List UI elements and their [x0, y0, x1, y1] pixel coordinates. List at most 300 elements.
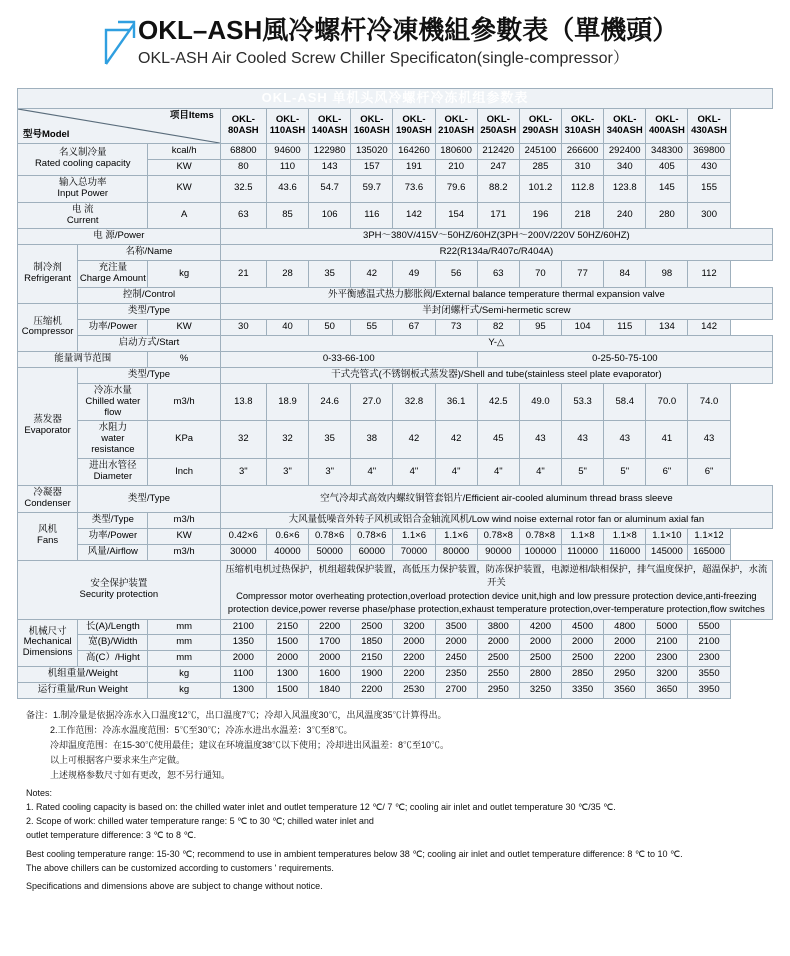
- cell: 101.2: [519, 175, 561, 202]
- cell: 43: [604, 421, 646, 459]
- cell: 1300: [266, 667, 308, 683]
- label-refrigerant-control: 控制/Control: [78, 288, 221, 304]
- cell: 79.6: [435, 175, 477, 202]
- cell: 90000: [477, 544, 519, 560]
- row-chilled-water-flow: [18, 383, 773, 421]
- cell: 2200: [393, 667, 435, 683]
- value-refrigerant-control: 外平衡感温式热力膨胀阀/External balance temperature thermal expansion valve: [220, 288, 772, 304]
- cell: 5000: [646, 619, 688, 635]
- model-cell: OKL- 310ASH: [562, 108, 604, 143]
- cell: 4": [393, 459, 435, 486]
- row-compressor-start: [18, 335, 773, 351]
- cell: 54.7: [309, 175, 351, 202]
- corner-label-items: 项目Items: [169, 109, 214, 121]
- cell: 3": [220, 459, 266, 486]
- label-run-weight: 运行重量/Run Weight: [18, 683, 148, 699]
- security-text-en: Compressor motor overheating protection,overload protection device unit,high and low pressure protection device,anti-freezing protection device,power reverse phase/phase protection,exhaust temperature protection,over-temperature protection,flow switches: [227, 590, 765, 615]
- cell: 2700: [435, 683, 477, 699]
- cell: 369800: [688, 143, 730, 159]
- label-security-protection: 安全保护装置 Security protection: [18, 560, 221, 619]
- cell: 2500: [519, 651, 561, 667]
- cell: 191: [393, 159, 435, 175]
- cell: 88.2: [477, 175, 519, 202]
- cell: 42.5: [477, 383, 519, 421]
- row-water-resistance: [18, 421, 773, 459]
- note-cn-4: 以上可根据客户要求来生产定做。: [50, 754, 186, 765]
- cell: 2000: [220, 651, 266, 667]
- cell: 77: [562, 261, 604, 288]
- cell: 3560: [604, 683, 646, 699]
- cell: 42: [393, 421, 435, 459]
- cell: 30: [220, 320, 266, 336]
- cell: 43: [519, 421, 561, 459]
- cell: 94600: [266, 143, 308, 159]
- cell: 2500: [477, 651, 519, 667]
- note-en-2: 2. Scope of work: chilled water temperature range: 5 ℃ to 30 ℃; chilled water inlet and: [26, 815, 374, 826]
- row-refrigerant-control: [18, 288, 773, 304]
- cell: 35: [309, 261, 351, 288]
- cell: 104: [562, 320, 604, 336]
- cell: 41: [646, 421, 688, 459]
- cell: 2000: [309, 651, 351, 667]
- cell: 0.78×6: [309, 528, 351, 544]
- cell: 155: [688, 175, 730, 202]
- cell: 145: [646, 175, 688, 202]
- model-cell: OKL- 210ASH: [435, 108, 477, 143]
- cell: 21: [220, 261, 266, 288]
- note-en-5: The above chillers can be customized according to customers ' requirements.: [26, 862, 334, 873]
- cell: 142: [688, 320, 730, 336]
- cell: 1100: [220, 667, 266, 683]
- cell: 1600: [309, 667, 351, 683]
- cell: 1850: [351, 635, 393, 651]
- cell: 1.1×12: [688, 528, 730, 544]
- cell: 2500: [351, 619, 393, 635]
- unit-mm: mm: [148, 651, 220, 667]
- row-compressor-power: [18, 320, 773, 336]
- label-fans: 风机 Fans: [18, 512, 78, 560]
- value-security-protection: [220, 560, 772, 619]
- cell: 2550: [477, 667, 519, 683]
- cell: 180600: [435, 143, 477, 159]
- cell: 157: [351, 159, 393, 175]
- cell: 310: [562, 159, 604, 175]
- row-refrigerant-name: [18, 245, 773, 261]
- label-charge-amount: 充注量 Charge Amount: [78, 261, 148, 288]
- cell: 3650: [646, 683, 688, 699]
- row-length: [18, 619, 773, 635]
- cell: 2200: [351, 683, 393, 699]
- label-fan-power: 功率/Power: [78, 528, 148, 544]
- cell: 143: [309, 159, 351, 175]
- label-current: 电 流 Current: [18, 202, 148, 229]
- unit-kg: kg: [148, 667, 220, 683]
- cell: 2350: [435, 667, 477, 683]
- cell: 218: [562, 202, 604, 229]
- label-fan-type: 类型/Type: [78, 512, 148, 528]
- note-en-6: Specifications and dimensions above are subject to change without notice.: [26, 881, 323, 892]
- cell: 2100: [688, 635, 730, 651]
- unit-kcal: kcal/h: [148, 143, 220, 159]
- value-capacity-right: 0-25-50-75-100: [477, 351, 772, 367]
- note-cn-3: 冷却温度范围：在15-30℃使用最佳；建议在环境温度38℃以下使用；冷却进出风温差：8℃至10℃。: [50, 740, 450, 751]
- cell: 0.78×8: [477, 528, 519, 544]
- model-cell: OKL- 250ASH: [477, 108, 519, 143]
- corner-label-model: 型号Model: [23, 129, 70, 141]
- cell: 405: [646, 159, 688, 175]
- cell: 2530: [393, 683, 435, 699]
- cell: 28: [266, 261, 308, 288]
- cell: 154: [435, 202, 477, 229]
- page-header: [0, 0, 790, 70]
- cell: 280: [646, 202, 688, 229]
- cell: 5": [562, 459, 604, 486]
- cell: 68800: [220, 143, 266, 159]
- value-compressor-type: 半封闭螺杆式/Semi-hermetic screw: [220, 304, 772, 320]
- note-cn-2: 2.工作范围：冷冻水温度范围：5℃至30℃；冷冻水进出水温差：3℃至8℃。: [50, 725, 353, 736]
- label-capacity-control: 能量调节范围: [18, 351, 148, 367]
- table-band-title: OKL-ASH 单机头风冷螺杆冷冻机组参数表: [18, 89, 773, 109]
- cell: 73: [435, 320, 477, 336]
- notes-en-title: Notes:: [26, 787, 53, 798]
- cell: 32.8: [393, 383, 435, 421]
- cell: 40000: [266, 544, 308, 560]
- note-cn-1: 备注：1.制冷量是依据冷冻水入口温度12℃，出口温度7℃；冷却入风温度30℃，出风温度35℃计算得出。: [26, 710, 447, 721]
- cell: 58.4: [604, 383, 646, 421]
- row-input-power: [18, 175, 773, 202]
- label-mechanical-dimensions: 机械尺寸 Mechanical Dimensions: [18, 619, 78, 667]
- label-condenser: 冷凝器 Condenser: [18, 486, 78, 513]
- cell: 59.7: [351, 175, 393, 202]
- unit-percent: %: [148, 351, 220, 367]
- cell: 43: [562, 421, 604, 459]
- cell: 74.0: [688, 383, 730, 421]
- model-cell: OKL- 110ASH: [266, 108, 308, 143]
- cell: 2000: [393, 635, 435, 651]
- cell: 116: [351, 202, 393, 229]
- cell: 5": [604, 459, 646, 486]
- cell: 2000: [477, 635, 519, 651]
- cell: 135020: [351, 143, 393, 159]
- label-input-power: 输入总功率 Input Power: [18, 175, 148, 202]
- cell: 285: [519, 159, 561, 175]
- spec-table: [17, 88, 773, 699]
- page-subtitle: OKL-ASH Air Cooled Screw Chiller Specificaton(single-compressor）: [138, 50, 629, 67]
- row-capacity-control: [18, 351, 773, 367]
- cell: 4": [435, 459, 477, 486]
- row-evaporator-type: [18, 367, 773, 383]
- cell: 2000: [266, 651, 308, 667]
- cell: 1500: [266, 683, 308, 699]
- unit-kg: kg: [148, 683, 220, 699]
- cell: 100000: [519, 544, 561, 560]
- cell: 4": [477, 459, 519, 486]
- cell: 1.1×8: [604, 528, 646, 544]
- cell: 348300: [646, 143, 688, 159]
- cell: 123.8: [604, 175, 646, 202]
- cell: 63: [477, 261, 519, 288]
- label-water-resistance: 水阻力 water resistance: [78, 421, 148, 459]
- unit-kpa: KPa: [148, 421, 220, 459]
- cell: 98: [646, 261, 688, 288]
- value-capacity-left: 0-33-66-100: [220, 351, 477, 367]
- cell: 112: [688, 261, 730, 288]
- cell: 1350: [220, 635, 266, 651]
- cell: 30000: [220, 544, 266, 560]
- cell: 196: [519, 202, 561, 229]
- cell: 5500: [688, 619, 730, 635]
- cell: 80000: [435, 544, 477, 560]
- cell: 2300: [646, 651, 688, 667]
- cell: 3200: [393, 619, 435, 635]
- cell: 1300: [220, 683, 266, 699]
- cell: 2950: [477, 683, 519, 699]
- label-evaporator-type: 类型/Type: [78, 367, 221, 383]
- cell: 63: [220, 202, 266, 229]
- cell: 2850: [562, 667, 604, 683]
- cell: 13.8: [220, 383, 266, 421]
- model-cell: OKL- 80ASH: [220, 108, 266, 143]
- label-width: 宽(B)/Width: [78, 635, 148, 651]
- row-height: [18, 651, 773, 667]
- unit-m3h: m3/h: [148, 544, 220, 560]
- cell: 45: [477, 421, 519, 459]
- unit-a: A: [148, 202, 220, 229]
- label-power-source: 电 源/Power: [18, 229, 221, 245]
- value-compressor-start: Y-△: [220, 335, 772, 351]
- cell: 43.6: [266, 175, 308, 202]
- cell: 122980: [309, 143, 351, 159]
- cell: 210: [435, 159, 477, 175]
- cell: 27.0: [351, 383, 393, 421]
- cell: 292400: [604, 143, 646, 159]
- label-condenser-type: 类型/Type: [78, 486, 221, 513]
- cell: 82: [477, 320, 519, 336]
- cell: 340: [604, 159, 646, 175]
- cell: 0.78×6: [351, 528, 393, 544]
- label-compressor: 压缩机 Compressor: [18, 304, 78, 352]
- cell: 0.42×6: [220, 528, 266, 544]
- cell: 2200: [309, 619, 351, 635]
- cell: 2200: [604, 651, 646, 667]
- label-compressor-type: 类型/Type: [78, 304, 221, 320]
- cell: 60000: [351, 544, 393, 560]
- unit-kw: KW: [148, 159, 220, 175]
- cell: 38: [351, 421, 393, 459]
- cell: 247: [477, 159, 519, 175]
- unit-m3h: m3/h: [148, 512, 220, 528]
- cell: 115: [604, 320, 646, 336]
- cell: 42: [435, 421, 477, 459]
- cell: 300: [688, 202, 730, 229]
- row-compressor-type: [18, 304, 773, 320]
- label-cooling-capacity: 名义制冷量 Rated cooling capacity: [18, 143, 148, 175]
- note-cn-5: 上述规格参数尺寸如有更改，恕不另行通知。: [50, 769, 231, 780]
- cell: 85: [266, 202, 308, 229]
- table-band-title-row: [18, 89, 773, 109]
- model-header-row: [18, 108, 773, 143]
- cell: 18.9: [266, 383, 308, 421]
- cell: 3800: [477, 619, 519, 635]
- cell: 84: [604, 261, 646, 288]
- cell: 2000: [519, 635, 561, 651]
- model-cell: OKL- 190ASH: [393, 108, 435, 143]
- note-en-4: Best cooling temperature range: 15-30 ℃; recommend to use in ambient temperatures below 38 ℃; cooling air inlet and outlet temperature difference: 8 ℃ to 10 ℃.: [26, 848, 683, 859]
- cell: 0.78×8: [519, 528, 561, 544]
- row-net-weight: [18, 667, 773, 683]
- cell: 2150: [351, 651, 393, 667]
- cell: 1.1×6: [435, 528, 477, 544]
- cell: 430: [688, 159, 730, 175]
- cell: 4": [519, 459, 561, 486]
- cell: 142: [393, 202, 435, 229]
- cell: 43: [688, 421, 730, 459]
- cell: 67: [393, 320, 435, 336]
- cell: 49: [393, 261, 435, 288]
- value-evaporator-type: 干式壳管式(不锈钢板式蒸发器)/Shell and tube(stainless steel plate evaporator): [220, 367, 772, 383]
- cell: 80: [220, 159, 266, 175]
- row-width: [18, 635, 773, 651]
- cell: 1.1×8: [562, 528, 604, 544]
- unit-m3h: m3/h: [148, 383, 220, 421]
- cell: 106: [309, 202, 351, 229]
- cell: 95: [519, 320, 561, 336]
- row-cooling-kcal: [18, 143, 773, 159]
- cell: 2950: [604, 667, 646, 683]
- model-cell: OKL- 430ASH: [688, 108, 730, 143]
- unit-inch: Inch: [148, 459, 220, 486]
- cell: 1500: [266, 635, 308, 651]
- row-refrigerant-charge: [18, 261, 773, 288]
- cell: 73.6: [393, 175, 435, 202]
- cell: 24.6: [309, 383, 351, 421]
- cell: 50: [309, 320, 351, 336]
- label-height: 高(C）/Hight: [78, 651, 148, 667]
- cell: 110: [266, 159, 308, 175]
- cell: 134: [646, 320, 688, 336]
- cell: 3550: [688, 667, 730, 683]
- cell: 53.3: [562, 383, 604, 421]
- cell: 2300: [688, 651, 730, 667]
- unit-mm: mm: [148, 635, 220, 651]
- label-refrigerant-name: 名称/Name: [78, 245, 221, 261]
- cell: 1900: [351, 667, 393, 683]
- cell: 2150: [266, 619, 308, 635]
- cell: 32: [266, 421, 308, 459]
- cell: 6": [688, 459, 730, 486]
- row-current: [18, 202, 773, 229]
- cell: 1.1×10: [646, 528, 688, 544]
- cell: 112.8: [562, 175, 604, 202]
- value-fan-type: 大风量低噪音外转子风机或铝合金轴流风机/Low wind noise external rotor fan or aluminum axial fan: [220, 512, 772, 528]
- cell: 2100: [220, 619, 266, 635]
- unit-kw: KW: [148, 175, 220, 202]
- unit-kw: KW: [148, 320, 220, 336]
- value-condenser-type: 空气冷却式高效内螺纹铜管套铝片/Efficient air-cooled aluminum thread brass sleeve: [220, 486, 772, 513]
- cell: 3950: [688, 683, 730, 699]
- cell: 165000: [688, 544, 730, 560]
- row-fan-type: [18, 512, 773, 528]
- arrow-logo-icon: [100, 20, 140, 66]
- cell: 2450: [435, 651, 477, 667]
- unit-kg: kg: [148, 261, 220, 288]
- row-power-source: [18, 229, 773, 245]
- cell: 3": [309, 459, 351, 486]
- cell: 32: [220, 421, 266, 459]
- cell: 1840: [309, 683, 351, 699]
- value-power-source: 3PH～380V/415V～50HZ/60HZ(3PH～200V/220V 50HZ/60HZ): [220, 229, 772, 245]
- cell: 2000: [562, 635, 604, 651]
- cell: 0.6×6: [266, 528, 308, 544]
- cell: 3200: [646, 667, 688, 683]
- cell: 42: [351, 261, 393, 288]
- cell: 164260: [393, 143, 435, 159]
- cell: 2500: [562, 651, 604, 667]
- cell: 35: [309, 421, 351, 459]
- row-fan-power: [18, 528, 773, 544]
- cell: 70.0: [646, 383, 688, 421]
- cell: 70000: [393, 544, 435, 560]
- label-fan-airflow: 风量/Airflow: [78, 544, 148, 560]
- cell: 2800: [519, 667, 561, 683]
- header-corner-cell: [18, 108, 221, 143]
- value-refrigerant-name: R22(R134a/R407c/R404A): [220, 245, 772, 261]
- cell: 3": [266, 459, 308, 486]
- label-compressor-start: 启动方式/Start: [78, 335, 221, 351]
- label-length: 长(A)/Length: [78, 619, 148, 635]
- cell: 116000: [604, 544, 646, 560]
- model-cell: OKL- 400ASH: [646, 108, 688, 143]
- unit-mm: mm: [148, 619, 220, 635]
- cell: 245100: [519, 143, 561, 159]
- label-evaporator: 蒸发器 Evaporator: [18, 367, 78, 485]
- cell: 110000: [562, 544, 604, 560]
- note-en-3: outlet temperature difference: 3 ℃ to 8 ℃.: [26, 829, 197, 840]
- cell: 55: [351, 320, 393, 336]
- unit-kw: KW: [148, 528, 220, 544]
- label-net-weight: 机组重量/Weight: [18, 667, 148, 683]
- cell: 212420: [477, 143, 519, 159]
- model-cell: OKL- 290ASH: [519, 108, 561, 143]
- row-pipe-diameter: [18, 459, 773, 486]
- model-cell: OKL- 160ASH: [351, 108, 393, 143]
- cell: 6": [646, 459, 688, 486]
- cell: 70: [519, 261, 561, 288]
- cell: 49.0: [519, 383, 561, 421]
- notes-section: [0, 699, 790, 894]
- cell: 1700: [309, 635, 351, 651]
- label-compressor-power: 功率/Power: [78, 320, 148, 336]
- row-condenser: [18, 486, 773, 513]
- cell: 32.5: [220, 175, 266, 202]
- cell: 40: [266, 320, 308, 336]
- cell: 2000: [435, 635, 477, 651]
- note-en-1: 1. Rated cooling capacity is based on: the chilled water inlet and outlet temperature 12 ℃/ 7 ℃; cooling air inlet and outlet temperature 30 ℃/35 ℃.: [26, 801, 616, 812]
- model-cell: OKL- 340ASH: [604, 108, 646, 143]
- label-pipe-diameter: 进出水管径 Diameter: [78, 459, 148, 486]
- cell: 2000: [604, 635, 646, 651]
- cell: 171: [477, 202, 519, 229]
- cell: 4500: [562, 619, 604, 635]
- cell: 36.1: [435, 383, 477, 421]
- cell: 4800: [604, 619, 646, 635]
- cell: 2100: [646, 635, 688, 651]
- security-text-cn: 压缩机电机过热保护，机组超载保护装置，高低压力保护装置，防冻保护装置，电源逆相/缺相保护，排气温度保护，超温保护，水流开关: [225, 563, 768, 588]
- model-cell: OKL- 140ASH: [309, 108, 351, 143]
- cell: 3250: [519, 683, 561, 699]
- row-fan-airflow: [18, 544, 773, 560]
- page-title: OKL–ASH風冷螺杆冷凍機組參數表（單機頭）: [138, 15, 679, 45]
